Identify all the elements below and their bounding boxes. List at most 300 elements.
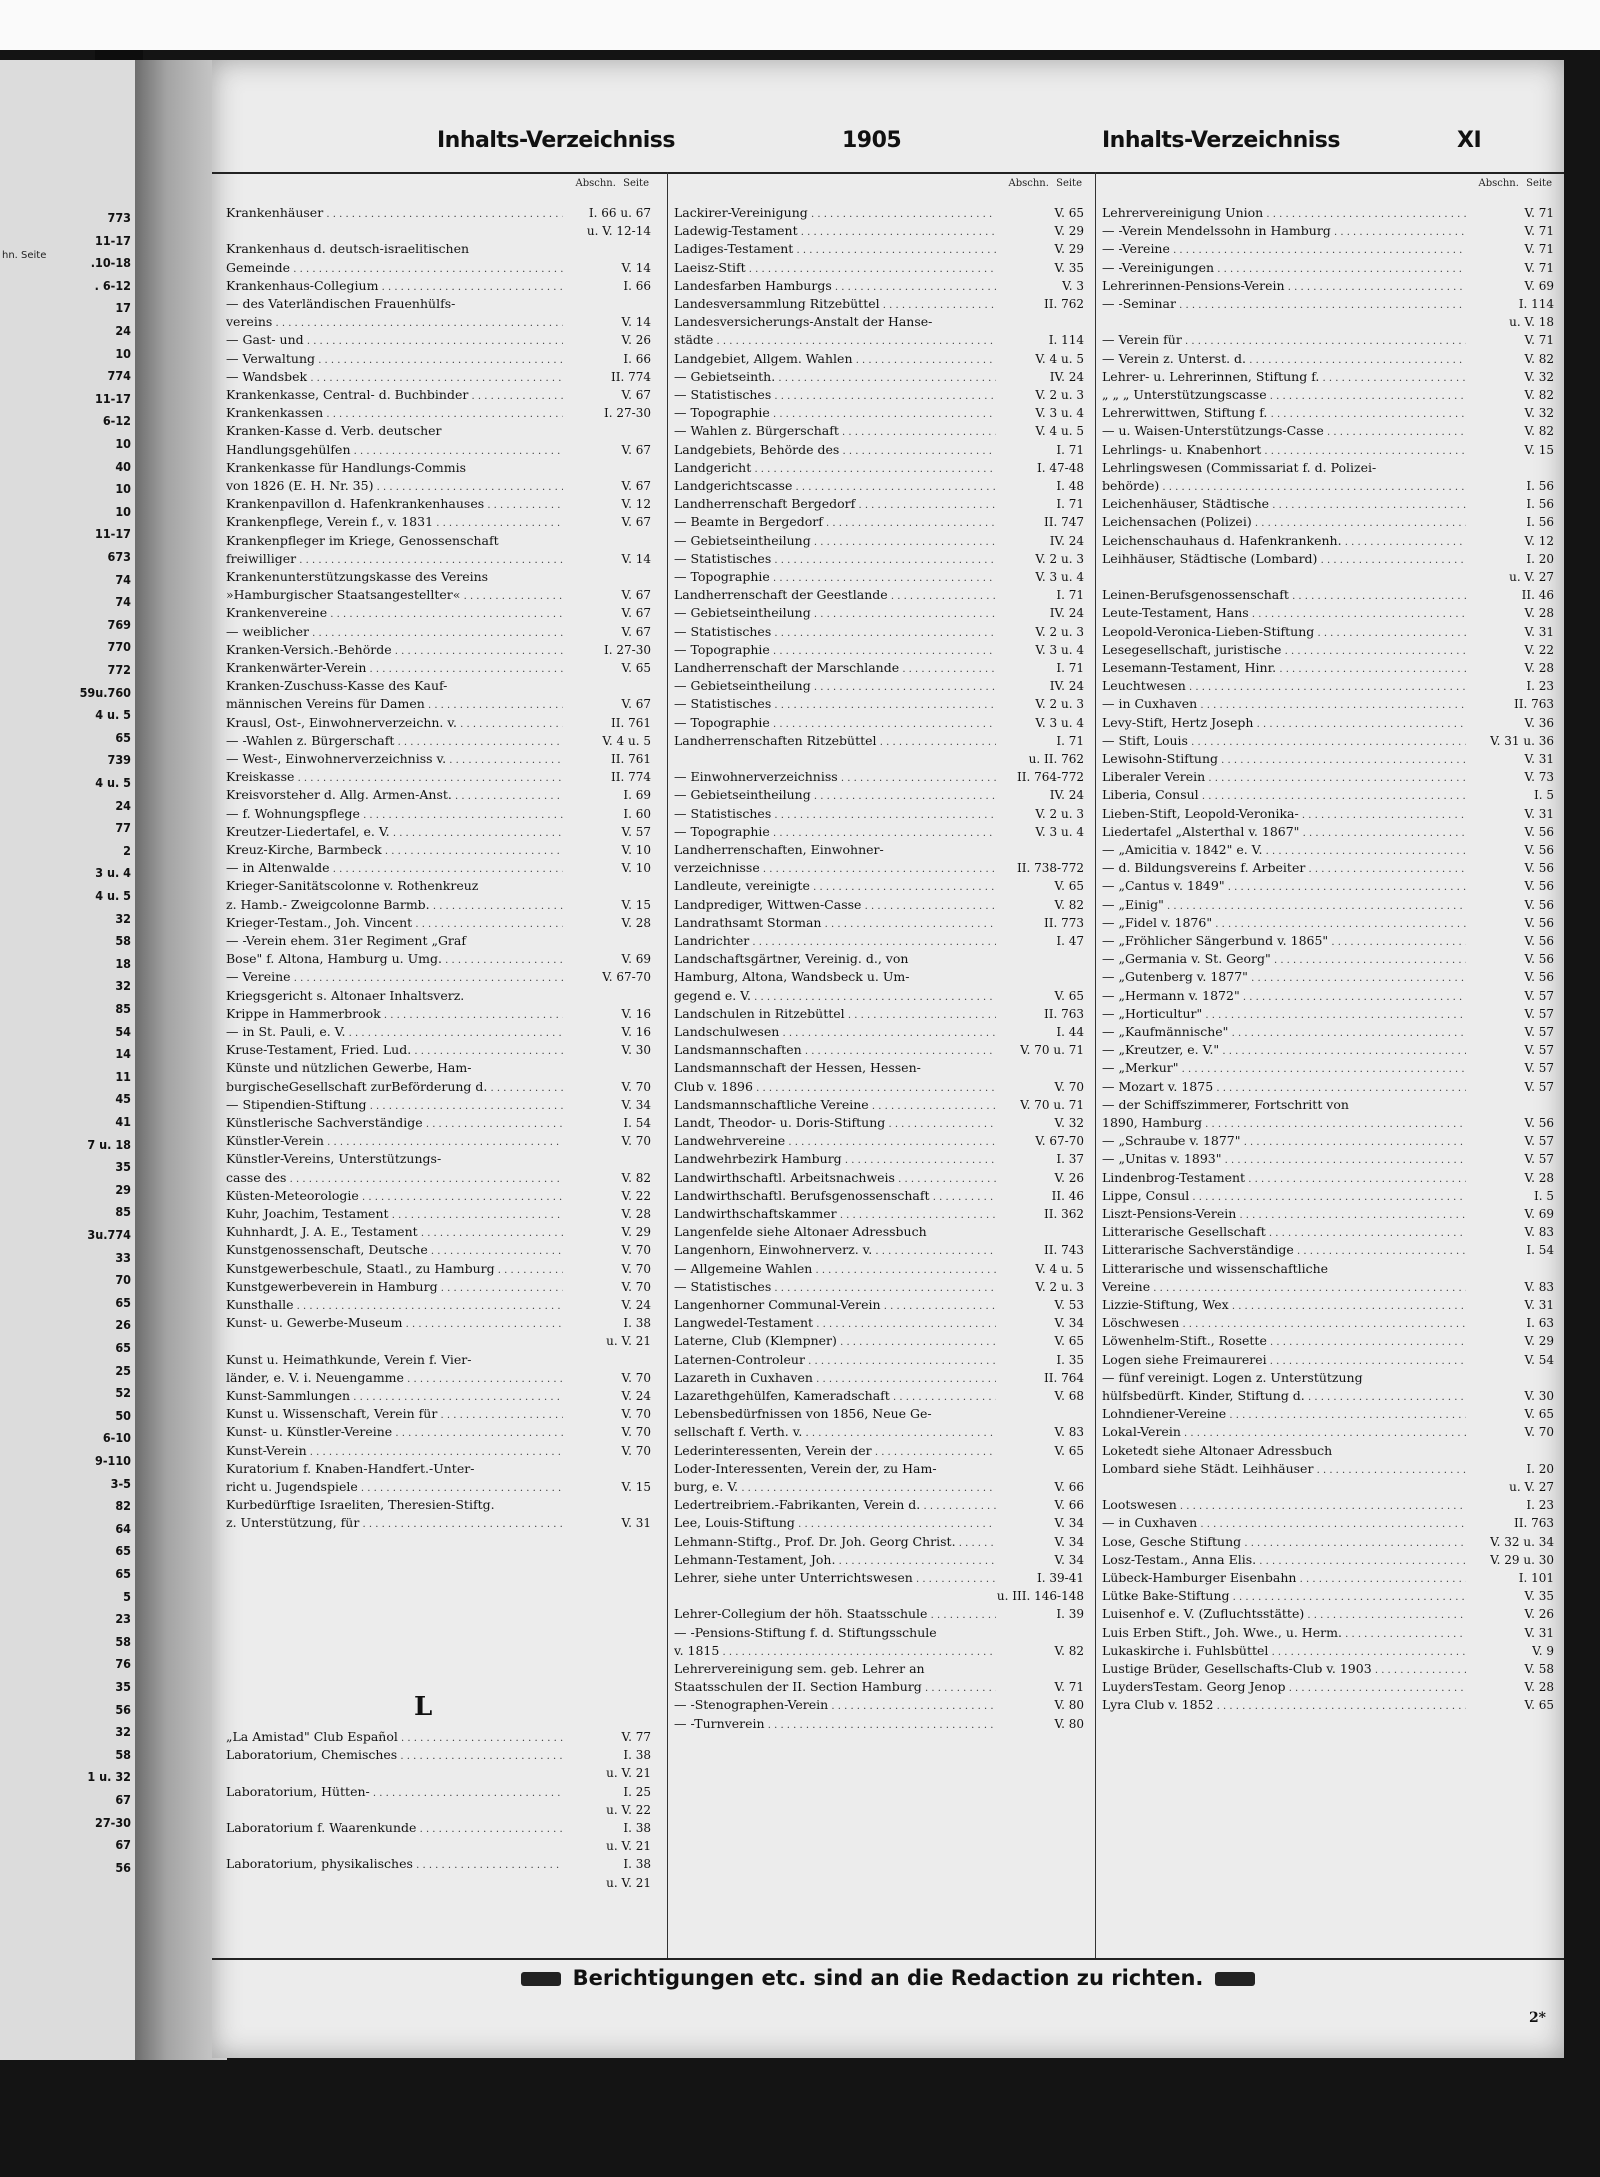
index-entry <box>1102 750 1554 768</box>
entry-title: Laternen-Controleur . . . <box>674 1351 996 1371</box>
entry-reference: V. 53 <box>1054 1298 1084 1312</box>
entry-title: — Topographie . . . <box>674 714 996 734</box>
left-page-number: 67 <box>115 1792 131 1807</box>
entry-title: Lyra Club v. 1852 . . . <box>1102 1696 1466 1716</box>
left-page-number: 35 <box>115 1159 131 1175</box>
index-entry <box>674 1260 1084 1278</box>
footer-rule <box>212 1958 1564 1960</box>
entry-title: Krippe in Hammerbrook . . . <box>226 1005 563 1025</box>
entry-reference: II. 761 <box>610 715 651 730</box>
index-entry <box>226 586 651 604</box>
entry-title: Kreuz-Kirche, Barmbeck . . . <box>226 841 563 861</box>
index-entry <box>674 1642 1084 1660</box>
entry-reference: V. 57 <box>1524 1079 1554 1094</box>
index-entry <box>1102 604 1554 622</box>
entry-title: Bose" f. Altona, Hamburg u. Umg. . . . <box>226 950 563 970</box>
entry-title: — Einwohnerverzeichniss . . . <box>674 768 996 788</box>
index-entry <box>674 441 1084 459</box>
index-entry <box>674 1496 1084 1514</box>
index-entry <box>1102 477 1554 495</box>
index-entry <box>1102 841 1554 859</box>
left-page-number: 769 <box>107 616 131 632</box>
entry-title: Handlungsgehülfen . . . <box>226 441 563 461</box>
index-entry <box>226 441 651 459</box>
index-entry <box>226 1041 651 1059</box>
entry-reference: I. 27-30 <box>604 406 651 421</box>
entry-reference: I. 38 <box>623 1748 651 1763</box>
entry-reference: u. III. 146-148 <box>996 1589 1084 1604</box>
entry-reference: I. 38 <box>623 1857 651 1872</box>
index-entry <box>674 968 1084 986</box>
entry-reference: I. 25 <box>623 1784 651 1799</box>
left-page-header: hn. Seite <box>2 250 47 261</box>
entry-title: Kunstgenossenschaft, Deutsche . . . <box>226 1241 563 1261</box>
index-entry <box>1102 1132 1554 1150</box>
index-entry <box>674 459 1084 477</box>
entry-reference: V. 65 <box>1524 1698 1554 1713</box>
entry-title: Gemeinde . . . <box>226 259 563 279</box>
entry-title: Losz-Testam., Anna Elis. . . . <box>1102 1551 1466 1571</box>
entry-reference: V. 26 <box>1524 1607 1554 1622</box>
index-entry <box>674 695 1084 713</box>
left-page-number: .10-18 <box>90 255 131 271</box>
entry-title: Lehrervereinigung Union . . . <box>1102 204 1466 224</box>
index-entry <box>226 805 651 823</box>
index-entry <box>1102 295 1554 313</box>
index-entry <box>674 313 1084 331</box>
index-entry <box>226 1514 651 1532</box>
index-entry <box>674 659 1084 677</box>
entry-title: Kreiskasse . . . <box>226 768 563 788</box>
entry-reference: V. 67 <box>621 515 651 530</box>
entry-reference: I. 47-48 <box>1037 460 1084 475</box>
left-page-number: 25 <box>115 1362 131 1378</box>
index-entry <box>674 1405 1084 1423</box>
index-entry <box>226 659 651 677</box>
index-entry <box>226 841 651 859</box>
entry-reference: I. 56 <box>1526 479 1554 493</box>
entry-title: Lootswesen . . . <box>1102 1496 1466 1516</box>
index-entry <box>1102 877 1554 895</box>
entry-title: städte . . . <box>674 331 996 351</box>
entry-title: — Statistisches . . . <box>674 1278 996 1298</box>
entry-title: Leichenhäuser, Städtische . . . <box>1102 495 1466 515</box>
entry-title: — f. Wohnungspflege . . . <box>226 805 563 825</box>
entry-reference: V. 65 <box>1054 1334 1084 1349</box>
entry-title: Krankenunterstützungskasse des Vereins <box>226 569 489 584</box>
entry-reference: V. 28 <box>621 915 651 930</box>
index-entry <box>226 568 651 586</box>
entry-reference: V. 26 <box>621 333 651 348</box>
entry-title: Laterne, Club (Klempner) . . . <box>674 1332 996 1352</box>
entry-reference: V. 15 <box>621 897 651 912</box>
entry-title: — u. Waisen-Unterstützungs-Casse . . . <box>1102 422 1466 442</box>
entry-reference: u. V. 21 <box>606 1839 651 1854</box>
left-page-number: 32 <box>115 978 131 994</box>
entry-title: — Statistisches . . . <box>674 805 996 825</box>
left-page-number: 45 <box>115 1091 131 1107</box>
index-entry <box>1102 222 1554 240</box>
entry-reference: I. 48 <box>1056 479 1084 493</box>
entry-reference: II. 362 <box>1043 1207 1084 1221</box>
entry-reference: I. 66 u. 67 <box>588 206 651 220</box>
index-entry <box>674 1369 1084 1387</box>
entry-reference: V. 65 <box>1524 1407 1554 1422</box>
left-page-number: 739 <box>107 752 131 768</box>
entry-reference: II. 761 <box>610 752 651 766</box>
entry-title: Lütke Bake-Stiftung . . . <box>1102 1587 1466 1607</box>
entry-title: Lombard siehe Städt. Leihhäuser . . . <box>1102 1460 1466 1480</box>
entry-reference: V. 56 <box>1524 879 1554 894</box>
index-entry <box>674 1187 1084 1205</box>
index-entry <box>674 331 1084 349</box>
entry-reference: I. 56 <box>1526 497 1554 512</box>
left-page-number: 10 <box>115 503 131 519</box>
entry-reference: u. V. 12-14 <box>586 224 651 239</box>
entry-reference: V. 67 <box>621 479 651 493</box>
entry-title: — in Cuxhaven . . . <box>1102 1514 1466 1534</box>
entry-reference: V. 70 <box>621 1134 651 1149</box>
entry-reference: V. 67-70 <box>1035 1134 1084 1149</box>
column-header: Abschn. Seite <box>1478 178 1552 189</box>
entry-title: Kruse-Testament, Fried. Lud. . . . <box>226 1041 563 1061</box>
entry-title: Lukaskirche i. Fuhlsbüttel . . . <box>1102 1642 1466 1662</box>
entry-title: — Vereine . . . <box>226 968 563 988</box>
index-entry <box>1102 1605 1554 1623</box>
entry-reference: I. 101 <box>1518 1571 1554 1585</box>
entry-title: Lehmann-Stiftg., Prof. Dr. Joh. Georg Christ. . . . <box>674 1533 996 1553</box>
entry-title: Lehrerinnen-Pensions-Verein . . . <box>1102 277 1466 297</box>
entry-reference: V. 70 u. 71 <box>1020 1097 1084 1112</box>
index-entry <box>674 1314 1084 1332</box>
index-entry <box>226 240 651 258</box>
entry-title: Logen siehe Freimaurerei . . . <box>1102 1351 1466 1371</box>
entry-title: — -Turnverein . . . <box>674 1715 996 1735</box>
entry-reference: I. 54 <box>623 1116 651 1130</box>
index-entry <box>1102 1533 1554 1551</box>
entry-title: Lehrerwittwen, Stiftung f. . . . <box>1102 404 1466 424</box>
entry-title: — -Verein ehem. 31er Regiment „Graf <box>226 933 466 948</box>
entry-title: Kriegsgericht s. Altonaer Inhaltsverz. <box>226 987 465 1003</box>
entry-title: Künstlerische Sachverständige . . . <box>226 1114 563 1134</box>
entry-title: Lehrervereinigung sem. geb. Lehrer an <box>674 1661 925 1676</box>
left-page-number: 41 <box>115 1114 131 1129</box>
entry-reference: V. 3 u. 4 <box>1035 570 1084 584</box>
entry-title: — des Vaterländischen Frauenhülfs- <box>226 296 456 311</box>
entry-reference: I. 39-41 <box>1037 1571 1084 1585</box>
index-entry <box>1102 1150 1554 1168</box>
index-entry <box>674 495 1084 513</box>
entry-reference: V. 15 <box>1524 442 1554 457</box>
entry-title: Kreutzer-Liedertafel, e. V. . . . <box>226 823 563 843</box>
index-entry <box>674 1332 1084 1350</box>
index-entry <box>226 1387 651 1405</box>
entry-title: Lehrlings- u. Knabenhort . . . <box>1102 441 1466 461</box>
index-entry <box>1102 550 1554 568</box>
index-entry <box>674 350 1084 368</box>
entry-reference: V. 57 <box>1524 1025 1554 1039</box>
entry-reference: u. V. 21 <box>606 1875 651 1890</box>
entry-reference: V. 57 <box>1524 1006 1554 1021</box>
entry-title: Liszt-Pensions-Verein . . . <box>1102 1205 1466 1225</box>
entry-title: — in St. Pauli, e. V. . . . <box>226 1023 563 1043</box>
index-entry <box>226 1169 651 1187</box>
index-entry <box>1102 1241 1554 1259</box>
index-entry <box>1102 1169 1554 1187</box>
left-page-number: 3 u. 4 <box>95 865 131 881</box>
left-page-number: 3-5 <box>110 1475 131 1491</box>
entry-reference: I. 69 <box>623 788 651 803</box>
left-page-number: 24 <box>115 797 131 813</box>
entry-reference: u. V. 27 <box>1509 1480 1554 1494</box>
left-page-number: 773 <box>107 210 131 225</box>
left-page-number: 11 <box>115 1068 131 1084</box>
entry-title: Krankenhaus d. deutsch-israelitischen <box>226 241 470 257</box>
left-page-number: 23 <box>115 1611 131 1627</box>
entry-title: — der Schiffszimmerer, Fortschritt von <box>1102 1096 1349 1112</box>
entry-title: — Mozart v. 1875 . . . <box>1102 1078 1466 1098</box>
entry-reference: V. 82 <box>1054 1643 1084 1658</box>
index-entry <box>674 1460 1084 1478</box>
entry-title: Lizzie-Stiftung, Wex . . . <box>1102 1296 1466 1316</box>
index-column-3 <box>1102 178 1554 1958</box>
index-entry <box>674 786 1084 804</box>
index-entry <box>674 914 1084 932</box>
entry-reference: V. 3 <box>1062 278 1084 293</box>
entry-title: Kunst u. Heimathkunde, Verein f. Vier- <box>226 1351 472 1367</box>
index-entry <box>1102 896 1554 914</box>
left-page-number: 52 <box>115 1385 131 1401</box>
entry-reference: u. V. 18 <box>1509 315 1554 330</box>
index-entry <box>1102 1660 1554 1678</box>
index-entry <box>226 677 651 695</box>
index-entry <box>674 604 1084 622</box>
index-entry <box>674 641 1084 659</box>
left-page-number: 770 <box>107 639 131 655</box>
entry-title: — Topographie . . . <box>674 823 996 843</box>
entry-title: Lehmann-Testament, Joh. . . . <box>674 1551 996 1571</box>
entry-reference: I. 54 <box>1526 1243 1554 1258</box>
left-page-number: 74 <box>115 594 131 610</box>
entry-reference: V. 67 <box>621 606 651 621</box>
entry-reference: V. 14 <box>621 551 651 566</box>
index-entry <box>1102 1332 1554 1350</box>
left-page-number: 26 <box>115 1317 131 1333</box>
entry-title: — Statistisches . . . <box>674 550 996 570</box>
index-entry <box>674 204 1084 222</box>
entry-reference: I. 71 <box>1056 442 1084 457</box>
entry-reference: V. 16 <box>621 1006 651 1021</box>
entry-title: — Gast- und . . . <box>226 331 563 351</box>
left-page-number: 54 <box>115 1023 131 1039</box>
entry-title: — Statistisches . . . <box>674 695 996 715</box>
index-entry <box>1102 1587 1554 1605</box>
index-entry <box>226 604 651 622</box>
entry-title: — -Vereinigungen . . . <box>1102 259 1466 279</box>
index-entry <box>226 1442 651 1460</box>
left-page-number: 3u.774 <box>87 1227 131 1242</box>
left-page-number: 67 <box>115 1837 131 1853</box>
index-entry <box>674 240 1084 258</box>
index-entry <box>226 1423 651 1441</box>
index-entry <box>1102 1260 1554 1278</box>
entry-reference: V. 34 <box>621 1097 651 1112</box>
entry-reference: IV. 24 <box>1049 369 1084 384</box>
entry-reference: V. 3 u. 4 <box>1035 642 1084 657</box>
entry-reference: V. 24 <box>621 1298 651 1312</box>
entry-title: Landgebiets, Behörde des . . . <box>674 441 996 461</box>
entry-title: — Gebietseintheilung . . . <box>674 677 996 697</box>
entry-reference: I. 71 <box>1056 733 1084 748</box>
entry-title: Kunstgewerbeschule, Staatl., zu Hamburg . . . <box>226 1260 563 1280</box>
entry-reference: V. 82 <box>1524 351 1554 366</box>
index-entry <box>1102 1059 1554 1077</box>
entry-title: — Topographie . . . <box>674 641 996 661</box>
index-entry <box>1102 1569 1554 1587</box>
entry-title: Landherrenschaft Bergedorf . . . <box>674 495 996 515</box>
left-page-number: 82 <box>115 1498 131 1514</box>
index-entry <box>674 386 1084 404</box>
index-entry <box>674 987 1084 1005</box>
entry-title: — -Pensions-Stiftung f. d. Stiftungsschule <box>674 1624 937 1640</box>
entry-title: Künstler-Verein . . . <box>226 1132 563 1152</box>
entry-title: Lehrlingswesen (Commissariat f. d. Polizei- <box>1102 459 1377 475</box>
index-entry <box>226 914 651 932</box>
index-entry <box>1102 932 1554 950</box>
entry-reference: V. 24 <box>621 1389 651 1403</box>
column-divider <box>1095 172 1096 1958</box>
running-head-left: Inhalts-Verzeichniss <box>437 128 675 153</box>
entry-reference: IV. 24 <box>1049 606 1084 621</box>
entry-reference: V. 69 <box>1524 278 1554 293</box>
entry-reference: V. 34 <box>1054 1316 1084 1331</box>
entry-title: — d. Bildungsvereins f. Arbeiter . . . <box>1102 859 1466 879</box>
index-page <box>212 60 1564 2058</box>
entry-reference: V. 56 <box>1524 861 1554 876</box>
entry-title: Landherrenschaft der Geestlande . . . <box>674 586 996 606</box>
entry-reference: V. 16 <box>621 1025 651 1039</box>
entry-reference: V. 65 <box>1054 988 1084 1003</box>
index-entry <box>674 1605 1084 1623</box>
index-entry <box>226 987 651 1005</box>
entry-reference: V. 58 <box>1524 1662 1554 1676</box>
entry-title: Krankenpfleger im Kriege, Genossenschaft <box>226 532 499 548</box>
entry-reference: V. 14 <box>621 315 651 330</box>
entry-title: Laboratorium, physikalisches . . . <box>226 1855 563 1875</box>
entry-title: Kurbedürftige Israeliten, Theresien-Stiftg. <box>226 1497 495 1513</box>
entry-title: Kuhnhardt, J. A. E., Testament . . . <box>226 1223 563 1243</box>
index-entry <box>1102 1496 1554 1514</box>
index-entry <box>226 1005 651 1023</box>
entry-reference: II. 46 <box>1051 1188 1084 1203</box>
entry-title: Landwehrvereine . . . <box>674 1132 996 1152</box>
index-entry <box>226 259 651 277</box>
entry-title: Hamburg, Altona, Wandsbeck u. Um- <box>674 969 910 985</box>
index-entry <box>226 1460 651 1478</box>
entry-title: „La Amistad" Club Español . . . <box>226 1728 563 1748</box>
entry-title: burgischeGesellschaft zurBeförderung d. . . . <box>226 1078 563 1098</box>
entry-title: »Hamburgischer Staatsangestellter« . . . <box>226 586 563 606</box>
entry-reference: I. 63 <box>1526 1316 1554 1331</box>
entry-title: Löwenhelm-Stift., Rosette . . . <box>1102 1332 1466 1352</box>
entry-title: — West-, Einwohnerverzeichniss v. . . . <box>226 750 563 770</box>
entry-title: 1890, Hamburg . . . <box>1102 1114 1466 1134</box>
entry-title: Vereine . . . <box>1102 1278 1466 1298</box>
index-entry <box>674 1041 1084 1059</box>
entry-reference: V. 56 <box>1524 934 1554 948</box>
entry-reference: V. 3 u. 4 <box>1035 406 1084 421</box>
index-entry <box>1102 350 1554 368</box>
entry-title: Lee, Louis-Stiftung . . . <box>674 1514 996 1534</box>
index-entry <box>674 677 1084 695</box>
entry-reference: V. 28 <box>1524 1170 1554 1185</box>
left-page-number: 1 u. 32 <box>87 1769 131 1785</box>
entry-reference: I. 56 <box>1526 515 1554 530</box>
index-entry <box>1102 1005 1554 1023</box>
entry-reference: V. 65 <box>621 661 651 675</box>
entry-reference: IV. 24 <box>1049 679 1084 694</box>
left-page-number: 10 <box>115 436 131 451</box>
entry-title: Lebensbedürfnissen von 1856, Neue Ge- <box>674 1406 932 1422</box>
entry-title: — Verwaltung . . . <box>226 350 563 370</box>
entry-title: sellschaft f. Verth. v. . . . <box>674 1423 996 1443</box>
entry-reference: I. 39 <box>1056 1607 1084 1622</box>
index-entry <box>226 1223 651 1241</box>
index-entry <box>226 786 651 804</box>
index-entry <box>674 368 1084 386</box>
entry-reference: I. 44 <box>1056 1025 1084 1039</box>
column-divider <box>667 172 668 1958</box>
index-entry <box>1102 1351 1554 1369</box>
entry-reference: II. 774 <box>610 369 651 384</box>
entry-title: Krankenpavillon d. Hafenkrankenhauses . . . <box>226 495 563 515</box>
entry-title: behörde) . . . <box>1102 477 1466 497</box>
index-entry <box>226 1205 651 1223</box>
index-entry <box>1102 1678 1554 1696</box>
entry-title: Liberaler Verein . . . <box>1102 768 1466 788</box>
page-number: XI <box>1457 128 1482 153</box>
entry-title: Krankenkasse, Central- d. Buchbinder . . . <box>226 386 563 406</box>
index-entry <box>226 1874 651 1892</box>
index-entry <box>226 495 651 513</box>
entry-title: — Verein für . . . <box>1102 331 1466 351</box>
entry-reference: V. 30 <box>1524 1389 1554 1403</box>
index-entry <box>1102 459 1554 477</box>
entry-reference: V. 67-70 <box>602 970 651 985</box>
index-entry <box>226 368 651 386</box>
signature-mark: 2* <box>1528 2010 1546 2026</box>
left-page-number: 11-17 <box>95 390 131 406</box>
index-entry <box>226 386 651 404</box>
entry-title: — Gebietseintheilung . . . <box>674 532 996 552</box>
left-page-number: 9-110 <box>95 1453 131 1468</box>
entry-reference: V. 31 u. 36 <box>1490 733 1554 748</box>
entry-reference: I. 5 <box>1533 788 1554 803</box>
index-entry <box>226 1241 651 1259</box>
entry-title: Krausl, Ost-, Einwohnerverzeichn. v. . . . <box>226 714 563 734</box>
entry-title: Litterarische Sachverständige . . . <box>1102 1241 1466 1261</box>
entry-title: Leopold-Veronica-Lieben-Stiftung . . . <box>1102 623 1466 643</box>
entry-reference: V. 10 <box>621 861 651 876</box>
index-entry <box>1102 404 1554 422</box>
entry-title: Lesegesellschaft, juristische . . . <box>1102 641 1466 661</box>
index-entry <box>1102 950 1554 968</box>
index-entry <box>674 1096 1084 1114</box>
left-page-number: 76 <box>115 1656 131 1672</box>
entry-title: z. Unterstützung, für . . . <box>226 1514 563 1534</box>
index-entry <box>1102 987 1554 1005</box>
index-entry <box>674 768 1084 786</box>
